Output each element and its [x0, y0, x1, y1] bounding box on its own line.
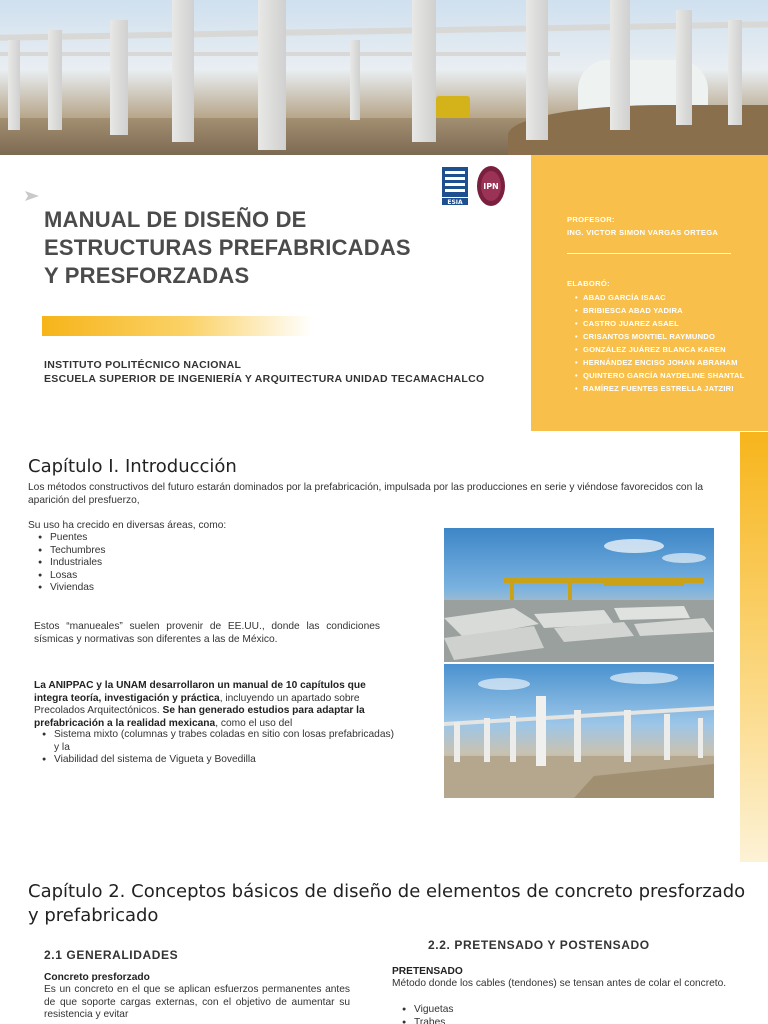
- column: [48, 30, 62, 130]
- precast-slabs-photo: [444, 528, 714, 662]
- list-item: ● Sistema mixto (columnas y trabes coladas en sitio con losas prefabricadas) y la: [40, 729, 394, 754]
- pretensado-text: Método donde los cables (tendones) se tensan antes de colar el concreto.: [392, 978, 727, 989]
- section-2-2-heading: 2.2. PRETENSADO Y POSTENSADO: [428, 938, 650, 952]
- list-item: ● Techumbres: [36, 545, 106, 558]
- professor-label: PROFESOR:: [567, 215, 615, 224]
- column: [526, 0, 548, 140]
- chapter-2-title: Capítulo 2. Conceptos básicos de diseño de elementos de concreto presforzado y prefabricado: [28, 881, 746, 926]
- list-item: ● Viviendas: [36, 582, 106, 595]
- svg-text:ESIA: ESIA: [447, 199, 463, 205]
- author-item: • ABAD GARCÍA ISAAC: [575, 291, 765, 304]
- author-item: • RAMÍREZ FUENTES ESTRELLA JATZIRI: [575, 382, 765, 395]
- uses-list: [36, 532, 106, 595]
- author-item: • QUINTERO GARCÍA NAYDELINE SHANTAL: [575, 369, 765, 382]
- pretensado-list: [400, 1004, 453, 1024]
- decorative-side-stripe: [740, 432, 768, 862]
- column: [610, 0, 630, 130]
- list-item: ● Losas: [36, 570, 106, 583]
- author-item: • CASTRO JUAREZ ASAEL: [575, 317, 765, 330]
- document-title: [44, 206, 464, 290]
- author-item: • CRISANTOS MONTIEL RAYMUNDO: [575, 330, 765, 343]
- studies-rest: , como el uso del: [215, 717, 293, 729]
- author-item: • HERNÁNDEZ ENCISO JOHAN ABRAHAM: [575, 356, 765, 369]
- list-item: ● Industriales: [36, 557, 106, 570]
- construction-machine: [436, 96, 470, 118]
- esia-logo-icon: [442, 167, 468, 205]
- institution-names: [44, 358, 485, 386]
- title-line-2: ESTRUCTURAS PREFABRICADAS: [44, 235, 411, 260]
- institution-esia: ESCUELA SUPERIOR DE INGENIERÍA Y ARQUITECTURA UNIDAD TECAMACHALCO: [44, 373, 485, 385]
- column: [728, 20, 742, 125]
- title-line-3: Y PRESFORZADAS: [44, 263, 250, 288]
- column: [110, 20, 128, 135]
- section-2-1-heading: 2.1 GENERALIDADES: [44, 948, 179, 962]
- concrete-concept-label: Concreto presforzado: [44, 972, 150, 983]
- author-item: • GONZÁLEZ JUÁREZ BLANCA KAREN: [575, 343, 765, 356]
- title-underline-bar: [42, 316, 312, 336]
- list-item: ● Puentes: [36, 532, 106, 545]
- institution-ipn: INSTITUTO POLITÉCNICO NACIONAL: [44, 359, 242, 371]
- construction-banner-photo: [0, 0, 768, 155]
- svg-text:IPN: IPN: [483, 182, 499, 191]
- anippac-paragraph: [34, 680, 394, 730]
- ipn-logo-icon: [476, 165, 506, 207]
- title-line-1: MANUAL DE DISEÑO DE: [44, 207, 307, 232]
- column: [350, 40, 360, 120]
- list-item: ● Trabes: [400, 1017, 453, 1024]
- authors-list: [575, 291, 765, 395]
- column: [412, 0, 436, 142]
- manuals-note: Estos “manueales” suelen provenir de EE.UU., donde las condiciones sísmicas y normativas son diferentes a las de México.: [34, 621, 380, 645]
- pretensado-label: PRETENSADO: [392, 966, 463, 977]
- precast-frame-photo: [444, 664, 714, 798]
- uses-intro: Su uso ha crecido en diversas áreas, como:: [28, 520, 227, 531]
- column: [676, 10, 692, 125]
- professor-name: ING. VICTOR SIMON VARGAS ORTEGA: [567, 228, 719, 237]
- anippac-bold: La ANIPPAC y la UNAM desarrollaron un manual de 10 capítulos que integra teoría, investigación y práctica: [34, 680, 366, 704]
- studies-bold: Se han generado estudios para adaptar la prefabricación a la realidad mexicana: [34, 705, 365, 729]
- list-item: ● Viabilidad del sistema de Vigueta y Bovedilla: [40, 754, 394, 767]
- column: [8, 40, 20, 130]
- chevron-arrow-icon: [24, 188, 42, 204]
- concrete-concept-text: Es un concreto en el que se aplican esfuerzos permanentes antes de que soporte cargas externas, con el objetivo de aumentar su resistencia y evitar: [44, 984, 350, 1020]
- author-item: • BRIBIESCA ABAD YADIRA: [575, 304, 765, 317]
- column: [172, 0, 194, 142]
- chapter-1-title: Capítulo I. Introducción: [28, 456, 237, 477]
- column: [258, 0, 286, 150]
- list-item: ● Viguetas: [400, 1004, 453, 1017]
- credits-panel: [531, 155, 768, 431]
- examples-list: [40, 729, 394, 767]
- chapter-1-intro: Los métodos constructivos del futuro estarán dominados por la prefabricación, impulsada por las producciones en serie y viéndose favorecidos con la aparición del presfuerzo,: [28, 482, 704, 506]
- authors-label: ELABORÓ:: [567, 279, 610, 288]
- panel-divider: [567, 253, 731, 254]
- anippac-rest: , incluyendo un apartado sobre Precolados Arquitectónicos.: [34, 692, 360, 716]
